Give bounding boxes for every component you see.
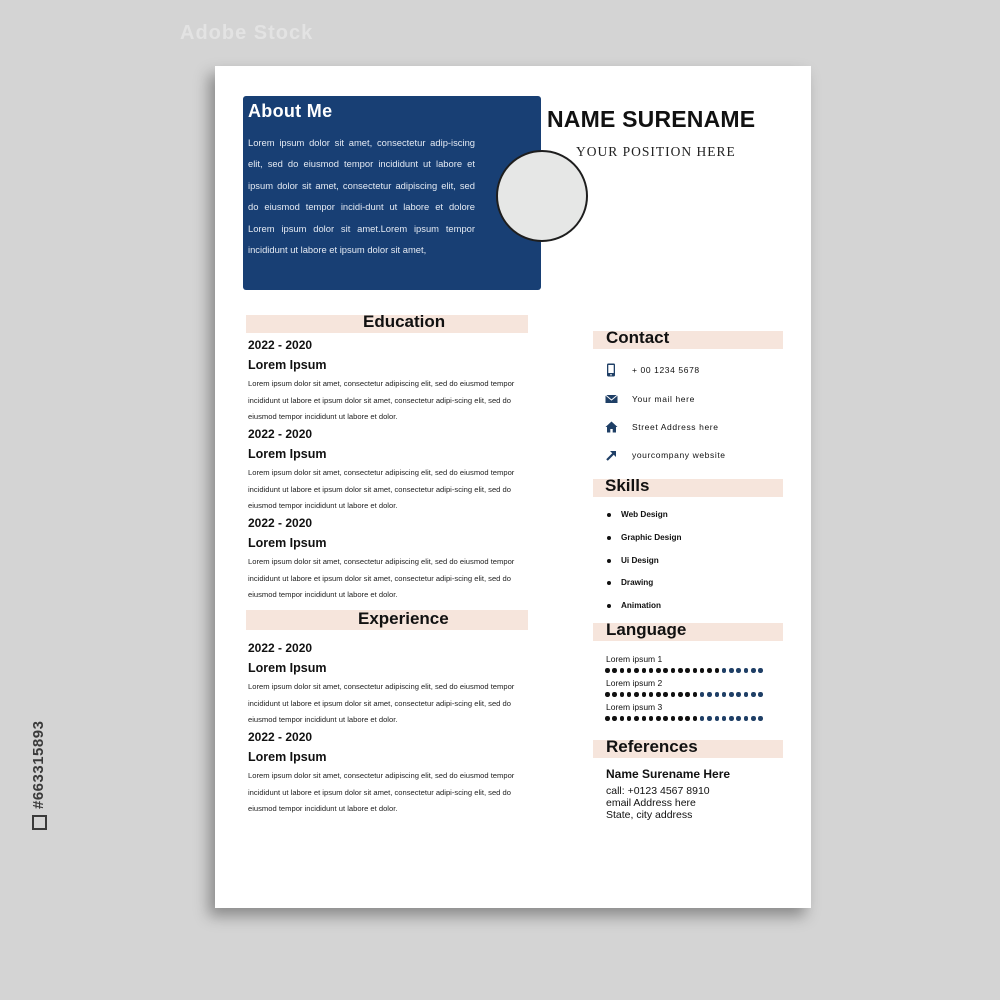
education-header	[246, 312, 528, 333]
language-dot-empty	[722, 692, 727, 697]
language-dot-empty	[751, 668, 756, 673]
language-dot-filled	[642, 716, 647, 721]
education-entry	[248, 337, 532, 426]
language-dot-filled	[649, 716, 654, 721]
experience-header	[246, 610, 528, 630]
language-dot-filled	[656, 668, 661, 673]
website-text: yourcompany website	[632, 450, 726, 460]
language-dot-filled	[627, 692, 632, 697]
entry-description: Lorem ipsum dolor sit amet, consectetur adipiscing elit, sed do eiusmod tempor incididunt ut labore et ipsum dolor sit amet, consectetur adipi-scing elit, sed do eiusmod tempor incididunt ut labore et dolor.	[248, 771, 515, 814]
entry-title: Lorem Ipsum	[248, 447, 327, 461]
phone-icon	[605, 363, 617, 377]
language-dot-filled	[634, 692, 639, 697]
language-dot-filled	[700, 668, 705, 673]
entry-title: Lorem Ipsum	[248, 358, 327, 372]
language-name: Lorem ipsum 1	[606, 654, 663, 664]
stock-id: #663315893	[30, 721, 47, 830]
entry-title: Lorem Ipsum	[248, 750, 327, 764]
entry-title: Lorem Ipsum	[248, 661, 327, 675]
language-dot-filled	[693, 716, 698, 721]
language-dot-empty	[751, 716, 756, 721]
language-dot-empty	[729, 668, 734, 673]
language-dot-filled	[612, 716, 617, 721]
contact-header	[593, 328, 783, 349]
language-dot-filled	[620, 716, 625, 721]
language-dot-filled	[671, 692, 676, 697]
language-dot-empty	[715, 716, 720, 721]
reference-name: Name Surename Here	[606, 767, 731, 781]
address-text: Street Address here	[632, 422, 719, 432]
language-dot-filled	[642, 668, 647, 673]
language-dot-filled	[620, 668, 625, 673]
language-dot-filled	[627, 716, 632, 721]
language-dot-filled	[678, 716, 683, 721]
language-dot-filled	[663, 692, 668, 697]
watermark-text: Adobe Stock	[180, 22, 314, 44]
reference-address: State, city address	[606, 809, 693, 821]
bullet-icon	[607, 604, 611, 608]
language-dot-filled	[634, 668, 639, 673]
references-header	[593, 737, 783, 758]
language-dot-empty	[700, 716, 705, 721]
education-entry	[248, 426, 532, 515]
reference-email: email Address here	[606, 797, 696, 809]
bullet-icon	[607, 581, 611, 585]
language-dot-filled	[612, 668, 617, 673]
language-dot-empty	[751, 692, 756, 697]
experience-entry	[248, 729, 532, 818]
language-dot-filled	[656, 692, 661, 697]
language-dot-empty	[744, 692, 749, 697]
language-dot-filled	[678, 668, 683, 673]
language-dot-empty	[744, 668, 749, 673]
entry-description: Lorem ipsum dolor sit amet, consectetur adipiscing elit, sed do eiusmod tempor incididunt ut labore et ipsum dolor sit amet, consectetur adipi-scing elit, sed do eiusmod tempor incididunt ut labore et dolor.	[248, 557, 515, 600]
language-heading: Language	[606, 620, 687, 639]
language-dot-filled	[612, 692, 617, 697]
language-dot-filled	[663, 716, 668, 721]
entry-years: 2022 - 2020	[248, 427, 313, 441]
language-dot-filled	[693, 692, 698, 697]
about-me-heading: About Me	[248, 101, 333, 121]
language-dot-filled	[678, 692, 683, 697]
bullet-icon	[607, 559, 611, 563]
stock-logo-icon	[32, 815, 47, 830]
language-dot-filled	[605, 716, 610, 721]
mail-text: Your mail here	[632, 394, 695, 404]
skills-heading: Skills	[605, 476, 650, 495]
language-dot-filled	[685, 716, 690, 721]
language-dot-filled	[605, 668, 610, 673]
mail-icon	[605, 392, 617, 406]
contact-heading: Contact	[606, 328, 670, 347]
language-dot-empty	[744, 716, 749, 721]
language-dot-filled	[715, 668, 720, 673]
language-dot-empty	[722, 716, 727, 721]
language-dot-filled	[685, 692, 690, 697]
about-me-text: Lorem ipsum dolor sit amet, consectetur adip-iscing elit, sed do eiusmod tempor incididunt ut labore et ipsum dolor sit amet, consectetur adipiscing elit, sed do eiusmod tempor incidi-dunt ut labore et dolore Lorem ipsum dolor sit amet.Lorem ipsum tempor incididunt ut labore et ipsum dolor sit amet,	[248, 137, 475, 256]
language-dot-empty	[736, 692, 741, 697]
language-dot-empty	[758, 716, 763, 721]
bullet-icon	[607, 513, 611, 517]
entry-years: 2022 - 2020	[248, 516, 313, 530]
language-name: Lorem ipsum 2	[606, 678, 663, 688]
education-entry	[248, 515, 532, 604]
language-dot-filled	[671, 668, 676, 673]
skills-header	[593, 476, 783, 497]
language-dot-empty	[715, 692, 720, 697]
education-heading: Education	[363, 312, 446, 331]
language-dot-filled	[707, 668, 712, 673]
language-dot-filled	[693, 668, 698, 673]
language-dot-filled	[620, 692, 625, 697]
language-level-bar	[605, 668, 775, 674]
language-dot-empty	[729, 692, 734, 697]
reference-call: call: +0123 4567 8910	[606, 785, 710, 797]
language-header	[593, 620, 783, 641]
language-dot-filled	[634, 716, 639, 721]
experience-heading: Experience	[358, 609, 449, 628]
experience-entry	[248, 640, 532, 729]
entry-years: 2022 - 2020	[248, 641, 313, 655]
language-dot-filled	[649, 668, 654, 673]
entry-years: 2022 - 2020	[248, 730, 313, 744]
language-level-bar	[605, 716, 775, 722]
language-dot-empty	[758, 692, 763, 697]
resume-sheet: About Me Lorem ipsum dolor sit amet, consectetur adip-iscing elit, sed do eiusmod tempor incididunt ut labore et ipsum dolor sit amet, consectetur adipiscing elit, sed do eiusmod tempor incidi-dunt ut labore et dolore Lorem ipsum dolor sit amet.Lorem ipsum tempor incididunt ut labore et ipsum dolor sit amet, NAME SURENAME YOUR POSITION HERE Education 2022 - 2020 Lorem Ipsum Lorem ipsum dolor sit amet, consectetur adipiscing elit, sed do eiusmod tempor incididunt ut labore et ipsum dolor sit amet, consectetur adipi-scing elit, sed do eiusmod tempor incididunt ut labore et dolor. 2022 - 2020 Lorem Ipsum Lorem ipsum dolor sit amet, consectetur adipiscing elit, sed do eiusmod tempor incididunt ut labore et ipsum dolor sit amet, consectetur adipi-scing elit, sed do eiusmod tempor incididunt ut labore et dolor. 2022 - 2020 Lorem Ipsum Lorem ipsum dolor sit amet, consectetur adipiscing elit, sed do eiusmod tempor incididunt ut labore et ipsum dolor sit amet, consectetur adipi-scing elit, sed do eiusmod tempor incididunt ut labore et dolor. Experience 2022 - 2020 Lorem Ipsum Lorem ipsum dolor sit amet, consectetur adipiscing elit, sed do eiusmod tempor incididunt ut labore et ipsum dolor sit amet, consectetur adipi-scing elit, sed do eiusmod tempor incididunt ut labore et dolor. 2022 - 2020 Lorem Ipsum Lorem ipsum dolor sit amet, consectetur adipiscing elit, sed do eiusmod tempor incididunt ut labore et ipsum dolor sit amet, consectetur adipi-scing elit, sed do eiusmod tempor incididunt ut labore et dolor. Contact + 00 1234 5678 Your mail here Street Address here yourcompany website Skills Web Design Graphic Design Ui Design Drawing Animation Language Lorem ipsum 1 Lorem ipsum 2 Lorem ipsum 3 References Name Surename Here call: +0123 4567 8910 email Address here State, city address	[215, 66, 811, 908]
entry-description: Lorem ipsum dolor sit amet, consectetur adipiscing elit, sed do eiusmod tempor incididunt ut labore et ipsum dolor sit amet, consectetur adipi-scing elit, sed do eiusmod tempor incididunt ut labore et dolor.	[248, 379, 515, 422]
language-dot-empty	[729, 716, 734, 721]
entry-title: Lorem Ipsum	[248, 536, 327, 550]
language-dot-filled	[649, 692, 654, 697]
profile-photo-placeholder	[496, 150, 588, 242]
language-dot-filled	[656, 716, 661, 721]
language-dot-filled	[605, 692, 610, 697]
language-name: Lorem ipsum 3	[606, 702, 663, 712]
language-dot-filled	[642, 692, 647, 697]
name-title: NAME SURENAME	[547, 106, 756, 132]
references-heading: References	[606, 737, 698, 756]
language-dot-empty	[700, 692, 705, 697]
bullet-icon	[607, 536, 611, 540]
language-dot-filled	[671, 716, 676, 721]
home-icon	[605, 420, 617, 434]
entry-description: Lorem ipsum dolor sit amet, consectetur adipiscing elit, sed do eiusmod tempor incididunt ut labore et ipsum dolor sit amet, consectetur adipi-scing elit, sed do eiusmod tempor incididunt ut labore et dolor.	[248, 468, 515, 511]
language-dot-filled	[685, 668, 690, 673]
language-dot-empty	[722, 668, 727, 673]
entry-years: 2022 - 2020	[248, 338, 313, 352]
entry-description: Lorem ipsum dolor sit amet, consectetur adipiscing elit, sed do eiusmod tempor incididunt ut labore et ipsum dolor sit amet, consectetur adipi-scing elit, sed do eiusmod tempor incididunt ut labore et dolor.	[248, 682, 515, 725]
language-dot-empty	[707, 692, 712, 697]
phone-text: + 00 1234 5678	[632, 365, 700, 375]
language-dot-filled	[627, 668, 632, 673]
position-subtitle: YOUR POSITION HERE	[576, 144, 736, 159]
language-dot-empty	[707, 716, 712, 721]
language-dot-empty	[736, 668, 741, 673]
language-dot-empty	[758, 668, 763, 673]
language-level-bar	[605, 692, 775, 698]
language-dot-empty	[736, 716, 741, 721]
link-arrow-icon	[605, 448, 617, 462]
language-dot-filled	[663, 668, 668, 673]
